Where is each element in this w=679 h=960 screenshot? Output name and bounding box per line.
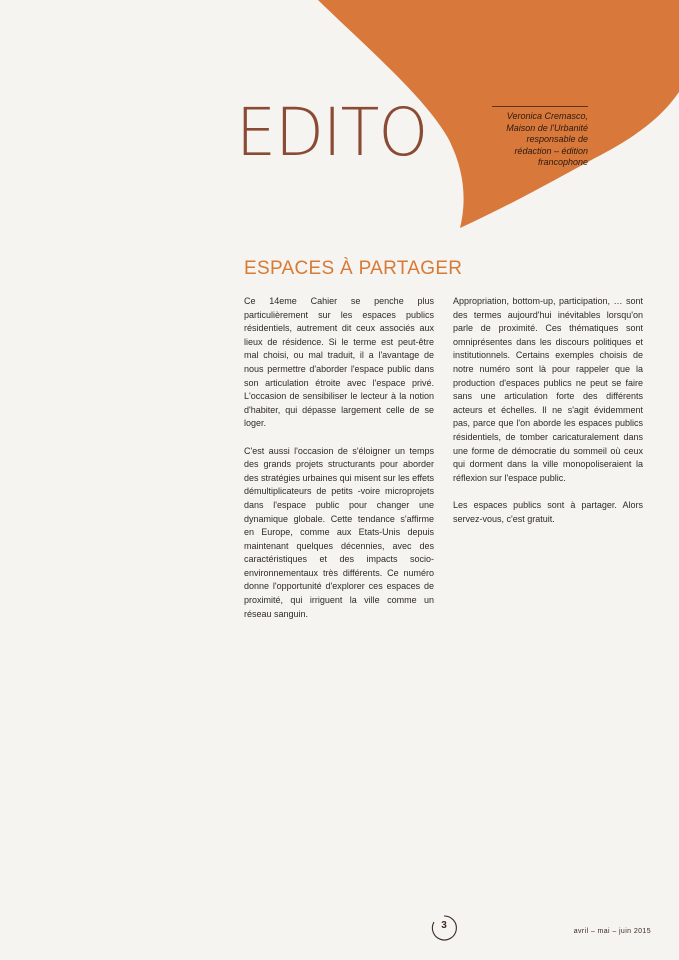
author-line: Veronica Cremasco, — [506, 111, 588, 121]
author-line: francophone — [537, 157, 588, 167]
page-title: EDITO — [236, 94, 428, 171]
article-heading: ESPACES À PARTAGER — [244, 258, 463, 279]
paragraph: Appropriation, bottom-up, participation, … sont des termes aujourd'hui inévitables lorsqu'on parle de proximité. Ces thématiques sont omniprésentes dans les discours politiques et institutionnels. Certains exemples choisis de notre numéro sont là pour rappeler que la production d'espaces publics ne peut se faire sans une articulation forte des différents acteurs et échelles. Il ne s'agit évidemment pas, parce que l'on aborde les espaces publics résidentiels, de tomber caricaturalement dans une forme de démocratie du sommeil où ceux qui dorment dans la ville monopoliseraient la réflexion sur l'espace public. — [453, 296, 643, 483]
author-line: Maison de l'Urbanité — [506, 122, 588, 133]
author-line: rédaction – édition — [514, 145, 588, 156]
left-column — [244, 295, 434, 635]
right-column — [453, 295, 643, 540]
paragraph: Les espaces publics sont à partager. Alors servez-vous, c'est gratuit. — [453, 499, 643, 524]
author-line: responsable de — [526, 134, 588, 144]
paragraph: Ce 14eme Cahier se penche plus particulièrement sur les espaces publics résidentiels, autrement dit ceux associés aux lieux de résidence. Si le terme est peut-être mal choisi, ou mal traduit, il a l'avantage de nous permettre d'aborder l'espace public dans son articulation étroite avec l'espace privé. L'occasion de sensibiliser le lecteur à la notion d'habiter, qui dépasse largement celle de se loger. — [244, 296, 434, 429]
page-number-badge — [430, 914, 458, 942]
author-credit — [492, 106, 588, 169]
issue-date: avril – mai – juin 2015 — [573, 928, 651, 935]
page-number: 3 — [441, 920, 447, 931]
paragraph: C'est aussi l'occasion de s'éloigner un temps des grands projets structurants pour aborder des stratégies urbaines qui misent sur les effets démultiplicateurs de petits -voire microprojets dans l'espace public pour changer une dynamique globale. Cette tendance s'affirme en Europe, comme aux Etats-Unis depuis maintenant quelques décennies, avec des caractéristiques et des impacts socio-environnementaux très différents. Ce numéro donne l'opportunité d'explorer ces espaces de proximité, qui irriguent la ville comme un réseau sanguin. — [244, 445, 434, 619]
